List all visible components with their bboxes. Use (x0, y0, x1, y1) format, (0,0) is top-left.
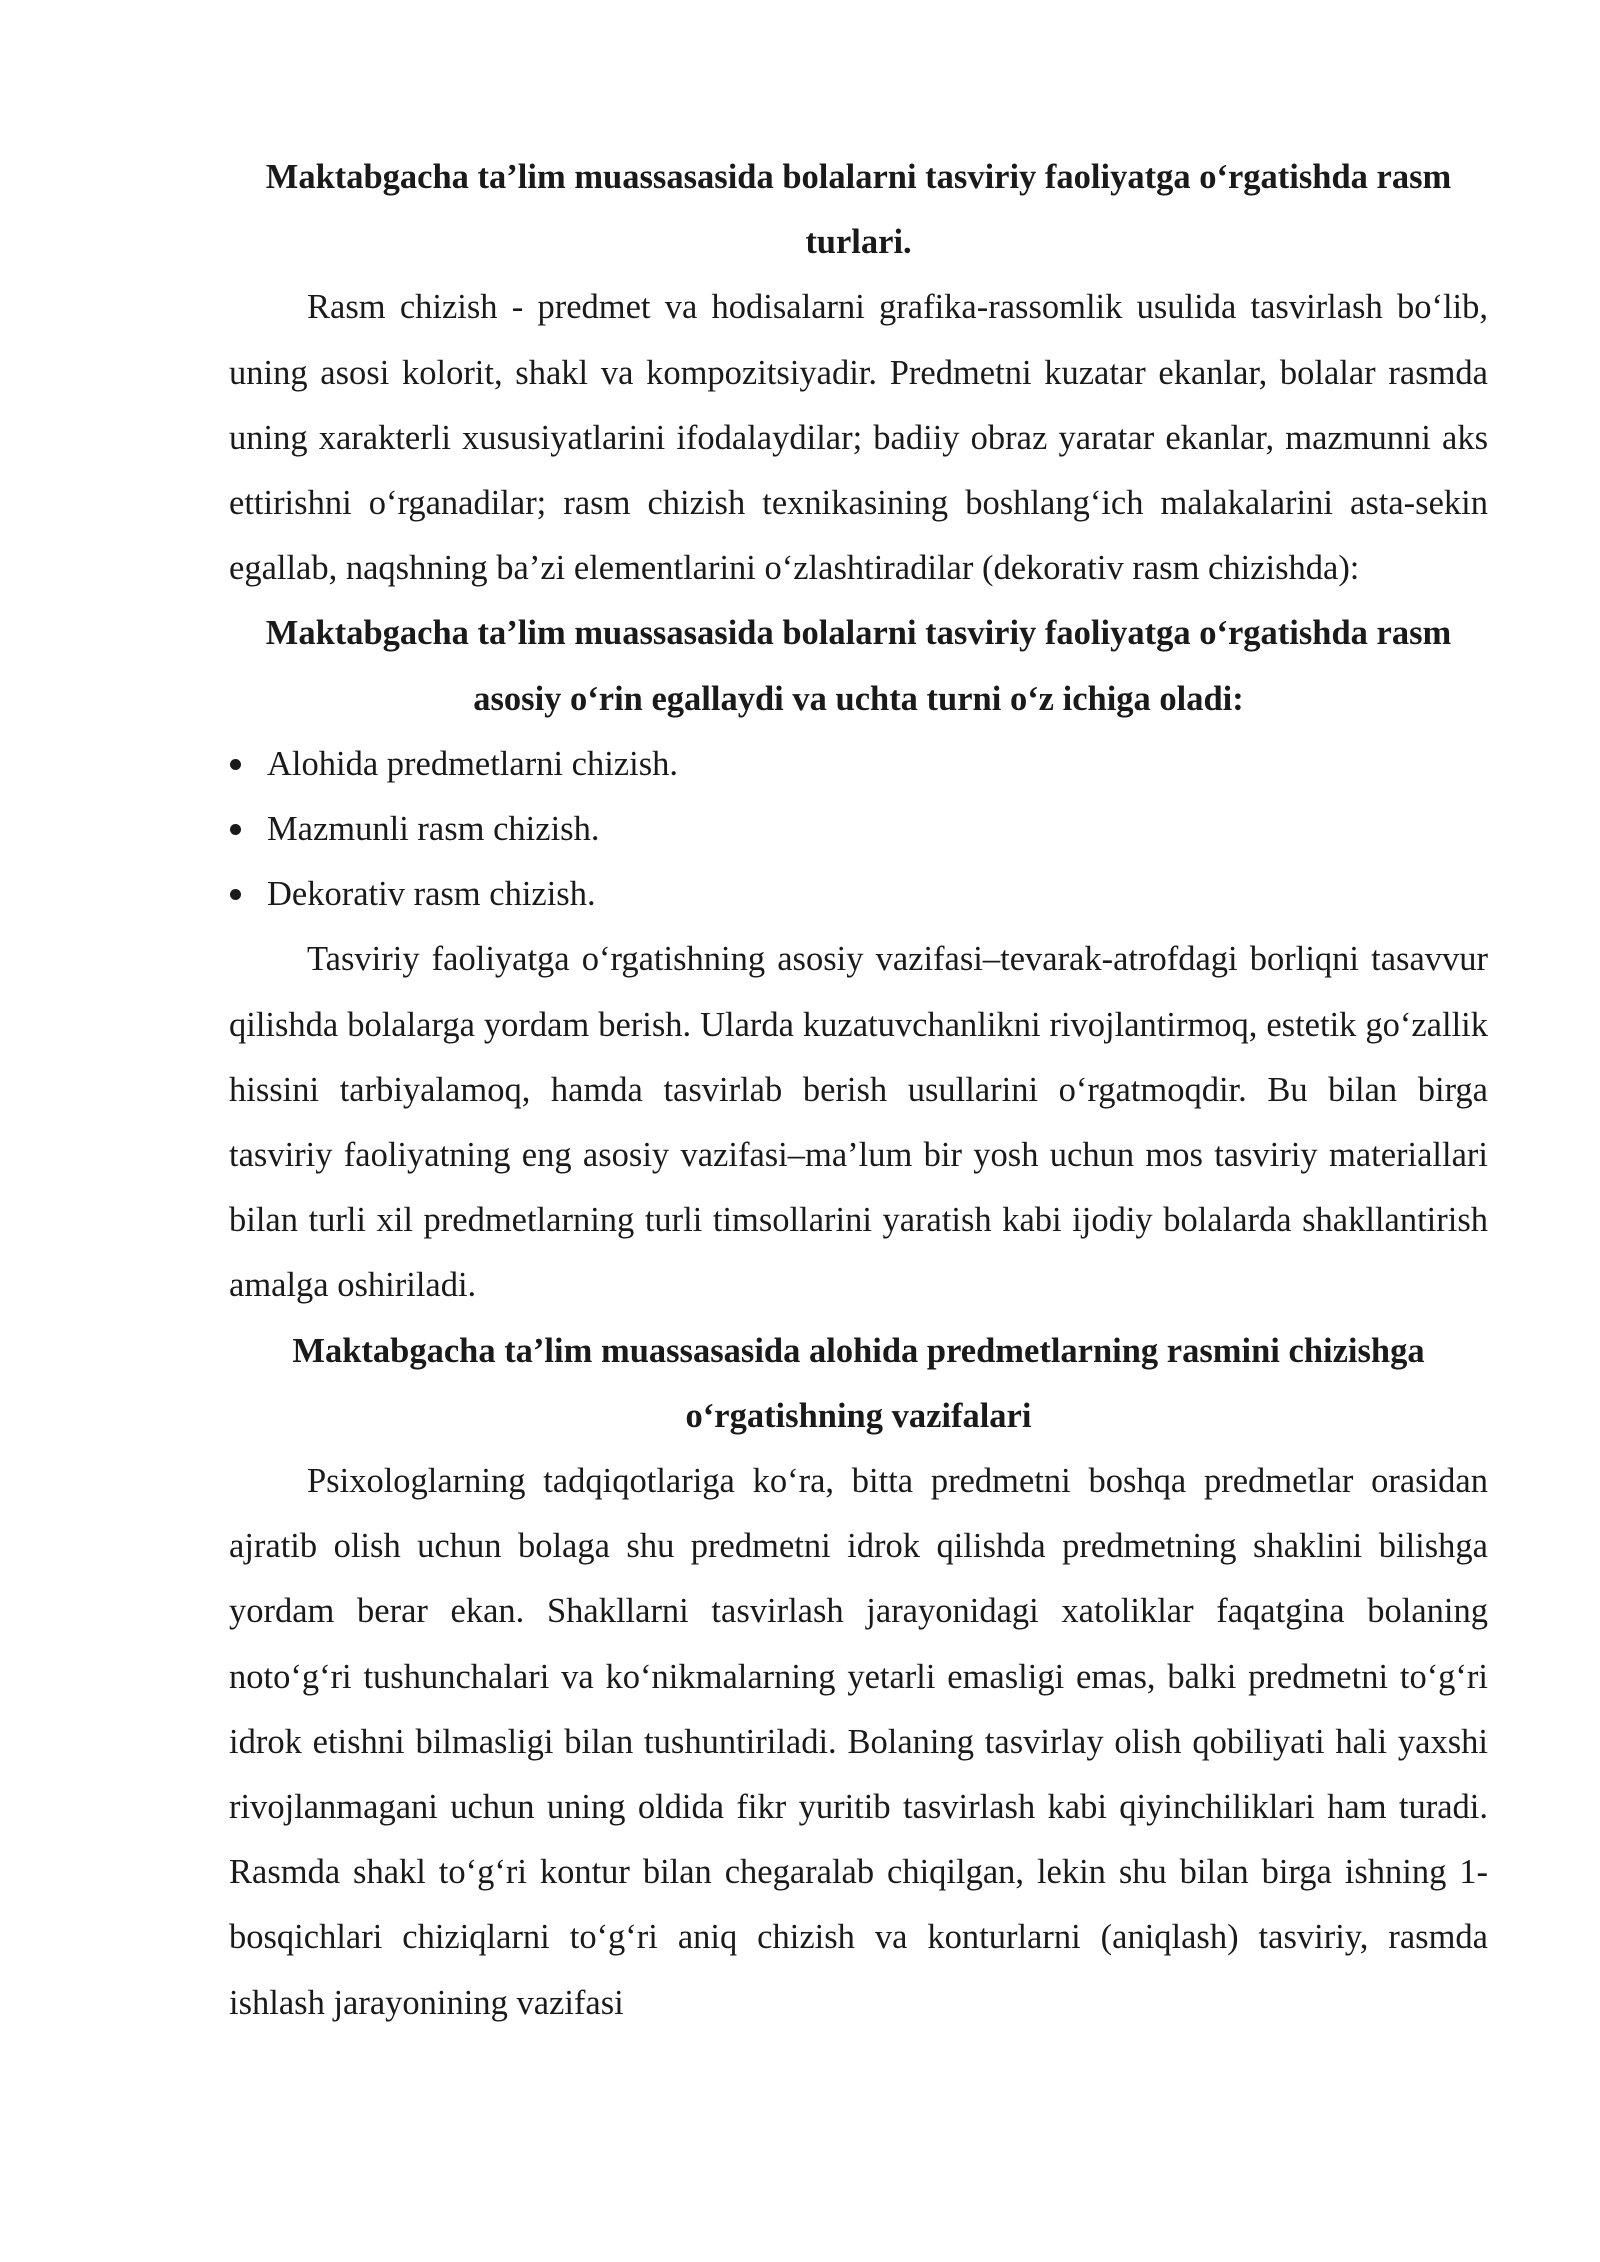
paragraph-1: Rasm chizish - predmet va hodisalarni grafika-rassomlik usulida tasvirlash bo‘lib, uning asosi kolorit, shakl va kompozitsiyadir. Predmetni kuzatar ekanlar, bolalar rasmda uning xarakterli xususiyatlarini ifodalaydilar; badiiy obraz yaratar ekanlar, mazmunni aks ettirishni o‘rganadilar; rasm chizish texnikasining boshlang‘ich malakalarini asta-sekin egallab, naqshning ba’zi elementlarini o‘zlashtiradilar (dekorativ rasm chizishda): (229, 288, 1488, 588)
bullet-item (229, 732, 1488, 797)
bullet-icon (230, 824, 241, 835)
bullet-text: Dekorativ rasm chizish. (267, 875, 596, 914)
paragraph-3: Psixologlarning tadqiqotlariga ko‘ra, bitta predmetni boshqa predmetlar orasidan ajratib olish uchun bolaga shu predmetni idrok qilishda predmetning shaklini bilishga yordam berar ekan. Shakllarni tasvirlash jarayonidagi xatoliklar faqatgina bolaning noto‘g‘ri tushunchalari va ko‘nikmalarning yetarli emasligi emas, balki predmetni to‘g‘ri idrok etishni bilmasligi bilan tushuntiriladi. Bolaning tasvirlay olish qobiliyati hali yaxshi rivojlanmagani uchun uning oldida fikr yuritib tasvirlash kabi qiyinchiliklari ham turadi. Rasmda shakl to‘g‘ri kontur bilan chegaralab chiqilgan, lekin shu bilan birga ishning 1-bosqichlari chiziqlarni to‘g‘ri aniq chizish va konturlarni (aniqlash) tasviriy, rasmda ishlash jarayonining vazifasi (229, 1462, 1488, 2022)
bullet-item (229, 797, 1488, 862)
section-heading-1: Maktabgacha ta’lim muassasasida bolalarni tasviriy faoliyatga o‘rgatishda rasm turlari. (265, 158, 1452, 262)
document-body (229, 145, 1488, 2036)
bullet-text: Alohida predmetlarni chizish. (267, 744, 679, 783)
bullet-icon (230, 889, 241, 900)
paragraph-2: Tasviriy faoliyatga o‘rgatishning asosiy vazifasi–tevarak-atrofdagi borliqni tasavvur qilishda bolalarga yordam berish. Ularda kuzatuvchanlikni rivojlantirmoq, estetik go‘zallik hissini tarbiyalamoq, hamda tasvirlab berish usullarini o‘rgatmoqdir. Bu bilan birga tasviriy faoliyatning eng asosiy vazifasi–ma’lum bir yosh uchun mos tasviriy materiallari bilan turli xil predmetlarning turli timsollarini yaratish kabi ijodiy bolalarda shakllantirish amalga oshiriladi. (229, 940, 1488, 1305)
bullet-list (229, 732, 1488, 928)
bullet-item (229, 862, 1488, 927)
section-heading-2: Maktabgacha ta’lim muassasasida bolalarni tasviriy faoliyatga o‘rgatishda rasm asosiy o‘rin egallaydi va uchta turni o‘z ichiga oladi: (265, 614, 1452, 718)
bullet-icon (230, 759, 241, 770)
section-heading-3: Maktabgacha ta’lim muassasasida alohida predmetlarning rasmini chizishga o‘rgatishning vazifalari (292, 1331, 1425, 1435)
bullet-text: Mazmunli rasm chizish. (267, 810, 600, 849)
